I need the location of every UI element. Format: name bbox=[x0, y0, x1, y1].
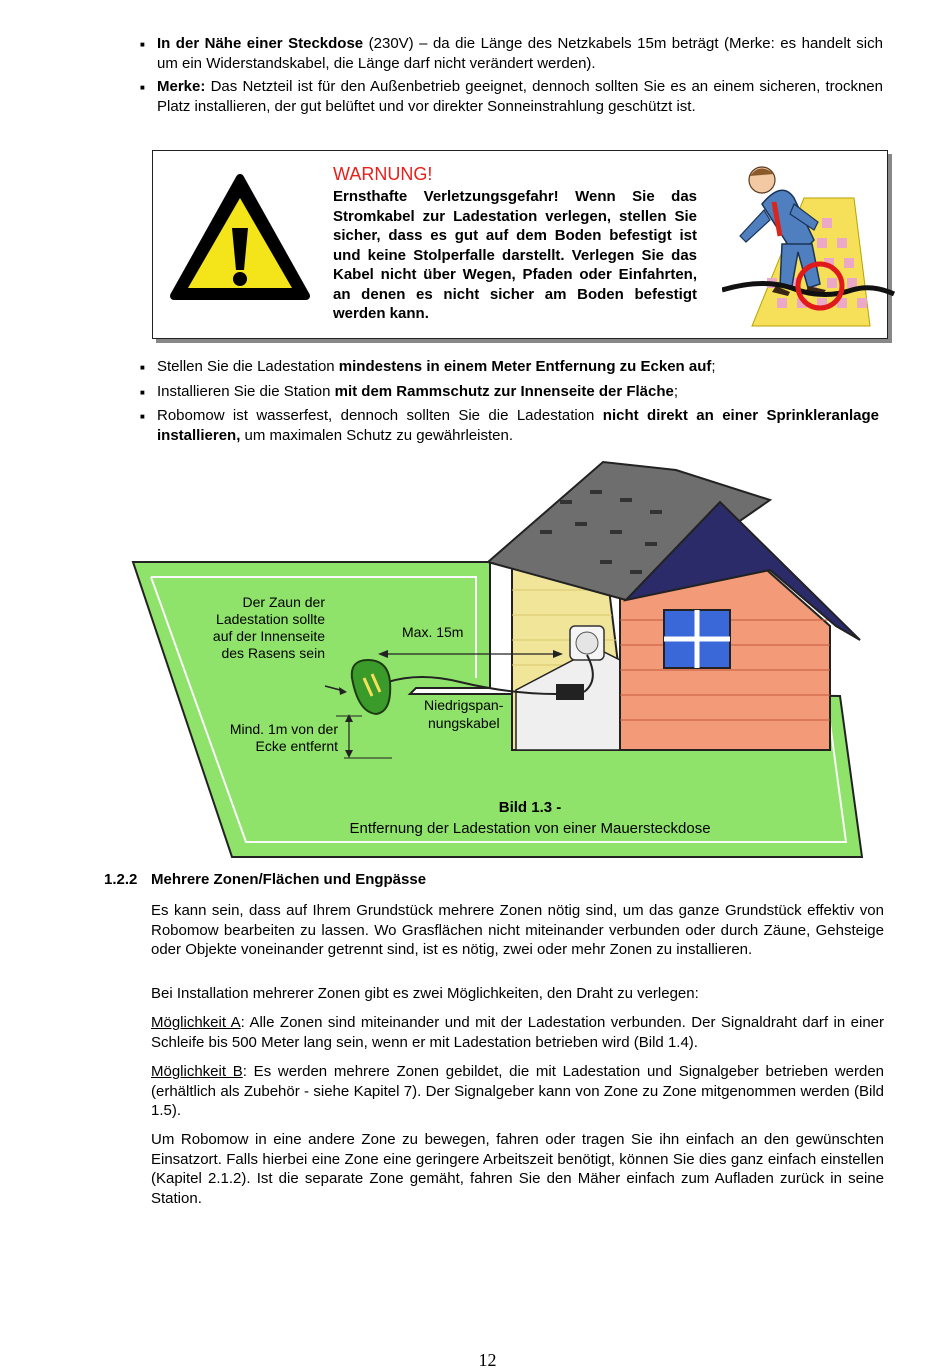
charging-station-figure bbox=[0, 450, 950, 862]
bullet-marker: ■ bbox=[140, 83, 145, 92]
fence-label-line: des Rasens sein bbox=[221, 645, 325, 661]
section-paragraph: Es kann sein, dass auf Ihrem Grundstück mehrere Zonen nötig sind, um das ganze Grundstück effektiv von Robomow bearbeiten zu lassen. Wo Grasflächen nicht miteinander verbunden oder durch Zäune, Gehsteige oder Objekte voneinander getrennt sind, ist es nötig, zwei oder mehr Zonen zu installieren. bbox=[151, 902, 884, 958]
option-b-paragraph: Möglichkeit B: Es werden mehrere Zonen gebildet, die mit Ladestation und Signalgeber betrieben werden (erhältlich als Zubehör - siehe Kapitel 7). Der Signalgeber kann von Zone zu Zone mitgenommen werden (Bild 1.5). bbox=[151, 1063, 885, 1119]
figure-caption-title: Bild 1.3 - bbox=[498, 799, 562, 816]
bullet-marker: ■ bbox=[140, 412, 145, 421]
figure-caption-text: Entfernung der Ladestation von einer Mauersteckdose bbox=[349, 820, 711, 837]
warning-title: WARNUNG! bbox=[333, 164, 433, 184]
power-supply-icon bbox=[556, 684, 584, 700]
page-number: 12 bbox=[478, 1350, 497, 1370]
section-paragraph: Bei Installation mehrerer Zonen gibt es zwei Möglichkeiten, den Draht zu verlegen: bbox=[151, 985, 699, 1002]
bullet-item: Installieren Sie die Station mit dem Rammschutz zur Innenseite der Fläche; bbox=[157, 383, 679, 400]
section-title: Mehrere Zonen/Flächen und Engpässe bbox=[151, 871, 427, 888]
bullet-item: Robomow ist wasserfest, dennoch sollten Sie die Ladestation nicht direkt an einer Sprinkleranlage installieren, um maximalen Schutz zu gewährleisten. bbox=[157, 407, 879, 444]
fence-label-line: auf der Innenseite bbox=[212, 628, 325, 644]
corner-label-line: Ecke entfernt bbox=[255, 738, 338, 754]
warning-triangle-icon bbox=[168, 170, 312, 304]
section-number: 1.2.2 bbox=[104, 871, 138, 888]
cable-label-line: nungskabel bbox=[428, 715, 500, 731]
cable-label-line: Niedrigspan- bbox=[424, 697, 504, 713]
corner-label-line: Mind. 1m von der bbox=[229, 721, 338, 737]
fence-label-line: Der Zaun der bbox=[242, 594, 325, 610]
section-paragraph: Um Robomow in eine andere Zone zu bewegen, fahren oder tragen Sie ihn einfach an den gewünschten Einsatzort. Falls hierbei eine Zone eine geringere Arbeitszeit benötigt, können Sie dies ganz einfach einstellen (Kapitel 2.1.2). Ist die separate Zone gemäht, fahren Sie den Mäher einfach zum Aufladen zurück in seine Station. bbox=[151, 1131, 884, 1207]
bullet-marker: ■ bbox=[140, 363, 145, 372]
distance-label: Max. 15m bbox=[402, 624, 464, 640]
bullet-marker: ■ bbox=[140, 388, 145, 397]
bullet-item: Stellen Sie die Ladestation mindestens in einem Meter Entfernung zu Ecken auf; bbox=[157, 358, 716, 375]
bullet-item: In der Nähe einer Steckdose (230V) – da die Länge des Netzkabels 15m beträgt (Merke: es handelt sich um ein Widerstandskabel, die Länge darf nicht verändert werden). bbox=[157, 35, 883, 72]
bullet-marker: ■ bbox=[140, 40, 145, 49]
fence-label-line: Ladestation sollte bbox=[216, 611, 325, 627]
warning-text: Ernsthafte Verletzungsgefahr! Wenn Sie das Stromkabel zur Ladestation verlegen, stellen Sie sicher, dass es gut auf dem Boden befestigt ist und keine Stolperfalle darstellt. Verlegen Sie das Kabel nicht über Wegen, Pfaden oder Einfahrten, an denen es nicht sicher am Boden befestigt werden kann. bbox=[333, 188, 697, 322]
bullet-item: Merke: Das Netzteil ist für den Außenbetrieb geeignet, dennoch sollten Sie es an einem sicheren, trocknen Platz installieren, der gut belüftet und vor direkter Sonneinstrahlung geschützt ist. bbox=[157, 78, 883, 115]
option-a-paragraph: Möglichkeit A: Alle Zonen sind miteinander und mit der Ladestation verbunden. Der Signaldraht darf in einer Schleife bis 500 Meter lang sein, wenn er mit Ladestation betrieben wird (Bild 1.4). bbox=[151, 1014, 885, 1051]
tripping-man-illustration bbox=[722, 158, 897, 330]
